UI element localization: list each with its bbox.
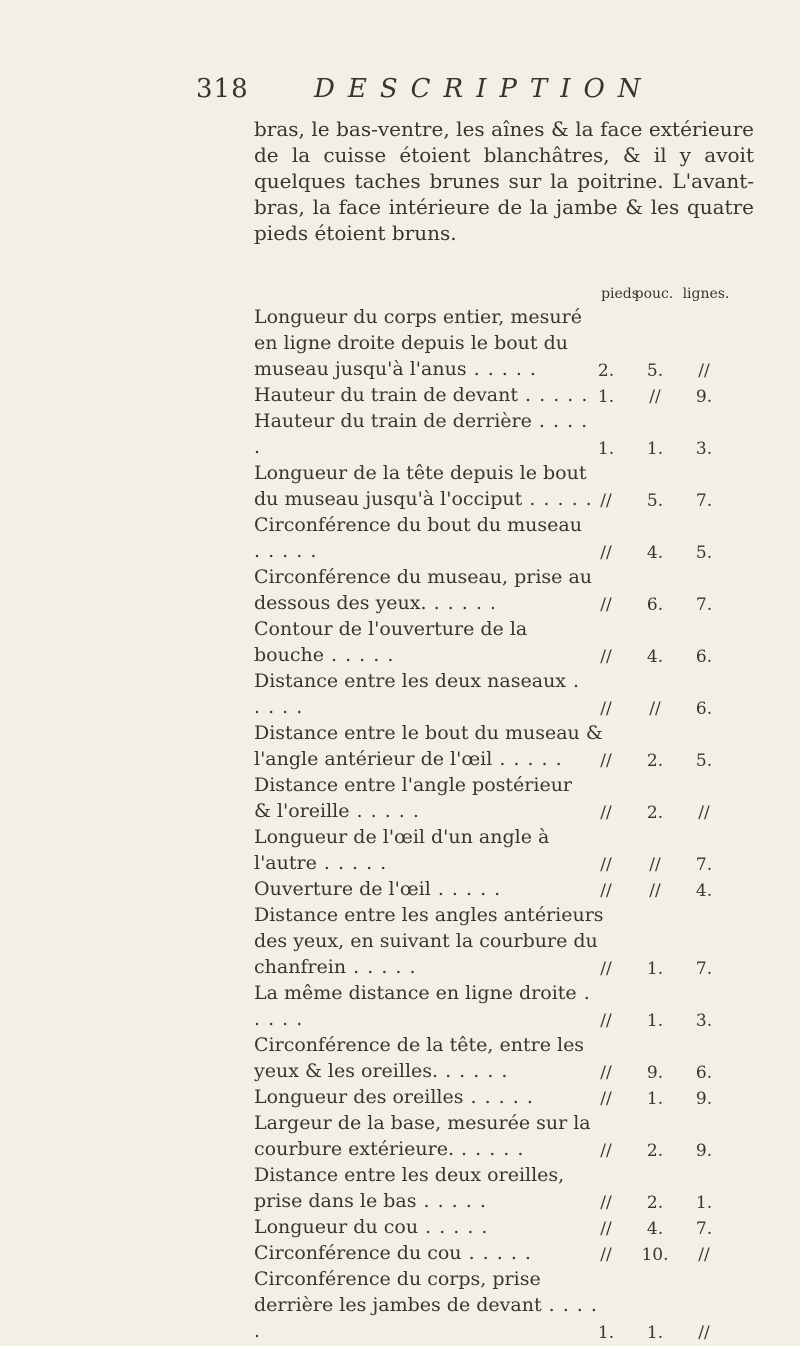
value-pieds: // bbox=[600, 1089, 612, 1109]
value-pieds: // bbox=[600, 595, 612, 615]
value-pouces: 2. bbox=[646, 1193, 664, 1213]
value-pouces: 4. bbox=[646, 543, 664, 563]
value-pieds: // bbox=[600, 959, 612, 979]
measurement-row bbox=[254, 616, 754, 668]
value-pouces: // bbox=[649, 387, 661, 407]
value-pieds: // bbox=[600, 1245, 612, 1265]
measurement-row bbox=[254, 1084, 754, 1110]
measurement-table bbox=[254, 304, 754, 1344]
value-pouces: 1. bbox=[646, 1011, 664, 1031]
value-pouces: 4. bbox=[646, 647, 664, 667]
measurement-label: Largeur de la base, mesurée sur la courbure extérieure. . . . . . bbox=[254, 1112, 591, 1160]
value-pieds: // bbox=[600, 1141, 612, 1161]
value-pieds: // bbox=[600, 803, 612, 823]
measurement-label: Contour de l'ouverture de la bouche . . . . . bbox=[254, 618, 528, 666]
value-pieds: // bbox=[600, 1011, 612, 1031]
value-lignes: 4. bbox=[695, 881, 713, 901]
value-lignes: 6. bbox=[695, 647, 713, 667]
value-lignes: // bbox=[698, 361, 710, 381]
measurement-label: Circonférence du museau, prise au dessous des yeux. . . . . . bbox=[254, 566, 593, 614]
value-lignes: 3. bbox=[695, 1011, 713, 1031]
intro-text: bras, le bas-ventre, les aînes & la face extérieure de la cuisse étoient blanchâtres, & il y avoit quelques taches brunes sur la poitrine. L'avant-bras, la face intérieure de la jambe & les quatre pieds étoient bruns. bbox=[254, 117, 754, 245]
value-lignes: 9. bbox=[695, 387, 713, 407]
value-pieds: // bbox=[600, 543, 612, 563]
value-pieds: // bbox=[600, 647, 612, 667]
value-pieds: // bbox=[600, 751, 612, 771]
value-pieds: // bbox=[600, 1063, 612, 1083]
value-pouces: 5. bbox=[646, 491, 664, 511]
value-pouces: 1. bbox=[646, 959, 664, 979]
measurement-row bbox=[254, 902, 754, 980]
value-pieds: 1. bbox=[597, 1323, 615, 1343]
value-pouces: 2. bbox=[646, 803, 664, 823]
measurement-row bbox=[254, 668, 754, 720]
intro-paragraph bbox=[254, 116, 754, 246]
measurement-label: Longueur du corps entier, mesuré en ligne droite depuis le bout du museau jusqu'à l'anus . . . . . bbox=[254, 306, 582, 380]
value-pouces: 1. bbox=[646, 1323, 664, 1343]
measurement-row bbox=[254, 1240, 754, 1266]
measurement-label: Longueur du cou . . . . . bbox=[254, 1216, 489, 1238]
value-lignes: 6. bbox=[695, 699, 713, 719]
measurement-row bbox=[254, 1110, 754, 1162]
column-header-pieds: pieds bbox=[601, 286, 639, 302]
value-lignes: 7. bbox=[695, 855, 713, 875]
value-pouces: 6. bbox=[646, 595, 664, 615]
value-pieds: // bbox=[600, 1219, 612, 1239]
value-pouces: 1. bbox=[646, 439, 664, 459]
measurement-row bbox=[254, 460, 754, 512]
measurement-label: Ouverture de l'œil . . . . . bbox=[254, 878, 502, 900]
value-lignes: 1. bbox=[695, 1193, 713, 1213]
value-lignes: 6. bbox=[695, 1063, 713, 1083]
measurement-row bbox=[254, 304, 754, 382]
measurement-row bbox=[254, 408, 754, 460]
value-pouces: 2. bbox=[646, 751, 664, 771]
measurement-label: Circonférence de la tête, entre les yeux & les oreilles. . . . . . bbox=[254, 1034, 585, 1082]
value-pieds: 1. bbox=[597, 439, 615, 459]
measurement-label: Circonférence du cou . . . . . bbox=[254, 1242, 532, 1264]
measurement-row bbox=[254, 382, 754, 408]
measurement-label: Distance entre l'angle postérieur & l'oreille . . . . . bbox=[254, 774, 573, 822]
value-pouces: // bbox=[649, 855, 661, 875]
value-lignes: 7. bbox=[695, 959, 713, 979]
value-lignes: 7. bbox=[695, 491, 713, 511]
measurement-row bbox=[254, 720, 754, 772]
value-pouces: 9. bbox=[646, 1063, 664, 1083]
value-pieds: 2. bbox=[597, 361, 615, 381]
value-lignes: 9. bbox=[695, 1089, 713, 1109]
measurement-label: Distance entre le bout du museau & l'angle antérieur de l'œil . . . . . bbox=[254, 722, 603, 770]
value-pieds: // bbox=[600, 855, 612, 875]
value-lignes: 7. bbox=[695, 1219, 713, 1239]
measurement-row bbox=[254, 980, 754, 1032]
measurement-row bbox=[254, 1266, 754, 1344]
value-lignes: // bbox=[698, 1245, 710, 1265]
measurement-label: Circonférence du bout du museau . . . . . bbox=[254, 514, 582, 562]
value-pieds: // bbox=[600, 491, 612, 511]
measurement-row bbox=[254, 772, 754, 824]
value-lignes: 9. bbox=[695, 1141, 713, 1161]
measurement-row bbox=[254, 1214, 754, 1240]
column-headers bbox=[0, 286, 800, 306]
measurement-label: Longueur de la tête depuis le bout du museau jusqu'à l'occiput . . . . . bbox=[254, 462, 593, 510]
measurement-label: Longueur des oreilles . . . . . bbox=[254, 1086, 534, 1108]
column-header-pouces: pouc. bbox=[634, 286, 674, 302]
measurement-label: Circonférence du corps, prise derrière les jambes de devant . . . . . bbox=[254, 1268, 598, 1342]
value-lignes: 5. bbox=[695, 751, 713, 771]
value-pouces: // bbox=[649, 699, 661, 719]
value-pieds: // bbox=[600, 881, 612, 901]
measurement-row bbox=[254, 824, 754, 876]
measurement-label: Longueur de l'œil d'un angle à l'autre . . . . . bbox=[254, 826, 550, 874]
running-title: DESCRIPTION bbox=[314, 74, 654, 104]
measurement-label: Distance entre les deux oreilles, prise dans le bas . . . . . bbox=[254, 1164, 565, 1212]
measurement-label: Hauteur du train de derrière . . . . . bbox=[254, 410, 589, 458]
measurement-label: Distance entre les deux naseaux . . . . . bbox=[254, 670, 581, 718]
measurement-row bbox=[254, 1162, 754, 1214]
measurement-row bbox=[254, 512, 754, 564]
value-pouces: 4. bbox=[646, 1219, 664, 1239]
value-pieds: // bbox=[600, 699, 612, 719]
value-pieds: 1. bbox=[597, 387, 615, 407]
value-pouces: 2. bbox=[646, 1141, 664, 1161]
value-lignes: 5. bbox=[695, 543, 713, 563]
value-pouces: 1. bbox=[646, 1089, 664, 1109]
column-header-lignes: lignes. bbox=[682, 286, 730, 302]
measurement-row bbox=[254, 564, 754, 616]
value-pouces: 5. bbox=[646, 361, 664, 381]
value-lignes: 3. bbox=[695, 439, 713, 459]
measurement-label: Distance entre les angles antérieurs des yeux, en suivant la courbure du chanfrein . . . . . bbox=[254, 904, 604, 978]
value-lignes: // bbox=[698, 1323, 710, 1343]
measurement-label: La même distance en ligne droite . . . . . bbox=[254, 982, 591, 1030]
value-pieds: // bbox=[600, 1193, 612, 1213]
value-pouces: // bbox=[649, 881, 661, 901]
measurement-row bbox=[254, 876, 754, 902]
measurement-row bbox=[254, 1032, 754, 1084]
value-pouces: 10. bbox=[641, 1245, 669, 1265]
page-number: 318 bbox=[196, 74, 249, 104]
measurement-label: Hauteur du train de devant . . . . . bbox=[254, 384, 589, 406]
value-lignes: // bbox=[698, 803, 710, 823]
page-header bbox=[196, 74, 756, 114]
value-lignes: 7. bbox=[695, 595, 713, 615]
